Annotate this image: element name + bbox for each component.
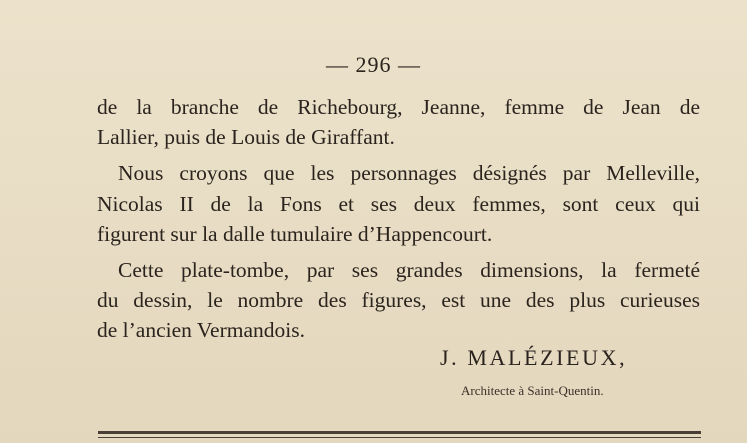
text-line: Nicolas II de la Fons et ses deux femmes, sont ceux qui xyxy=(97,191,700,216)
paragraph xyxy=(97,255,700,346)
signature-name: J. MALÉZIEUX, xyxy=(440,345,628,370)
paragraph xyxy=(97,158,700,249)
page-number: — 296 — xyxy=(326,52,421,77)
body-text xyxy=(97,92,700,346)
text-line: Nous croyons que les personnages désignés par Melleville, xyxy=(118,161,700,186)
bottom-rule-thick xyxy=(98,431,701,434)
text-line: de la branche de Richebourg, Jeanne, femme de Jean de xyxy=(97,95,700,119)
bottom-rule-thin xyxy=(98,437,701,438)
text-line: figurent sur la dalle tumulaire d’Happencourt. xyxy=(97,221,493,246)
signature-title: Architecte à Saint-Quentin. xyxy=(461,383,604,398)
text-line: Lallier, puis de Louis de Giraffant. xyxy=(97,125,395,150)
text-line: Cette plate-tombe, par ses grandes dimensions, la fermeté xyxy=(118,257,700,282)
text-line: de l’ancien Vermandois. xyxy=(97,318,305,343)
text-line: du dessin, le nombre des figures, est une des plus curieuses xyxy=(97,288,700,313)
paragraph xyxy=(97,92,700,152)
